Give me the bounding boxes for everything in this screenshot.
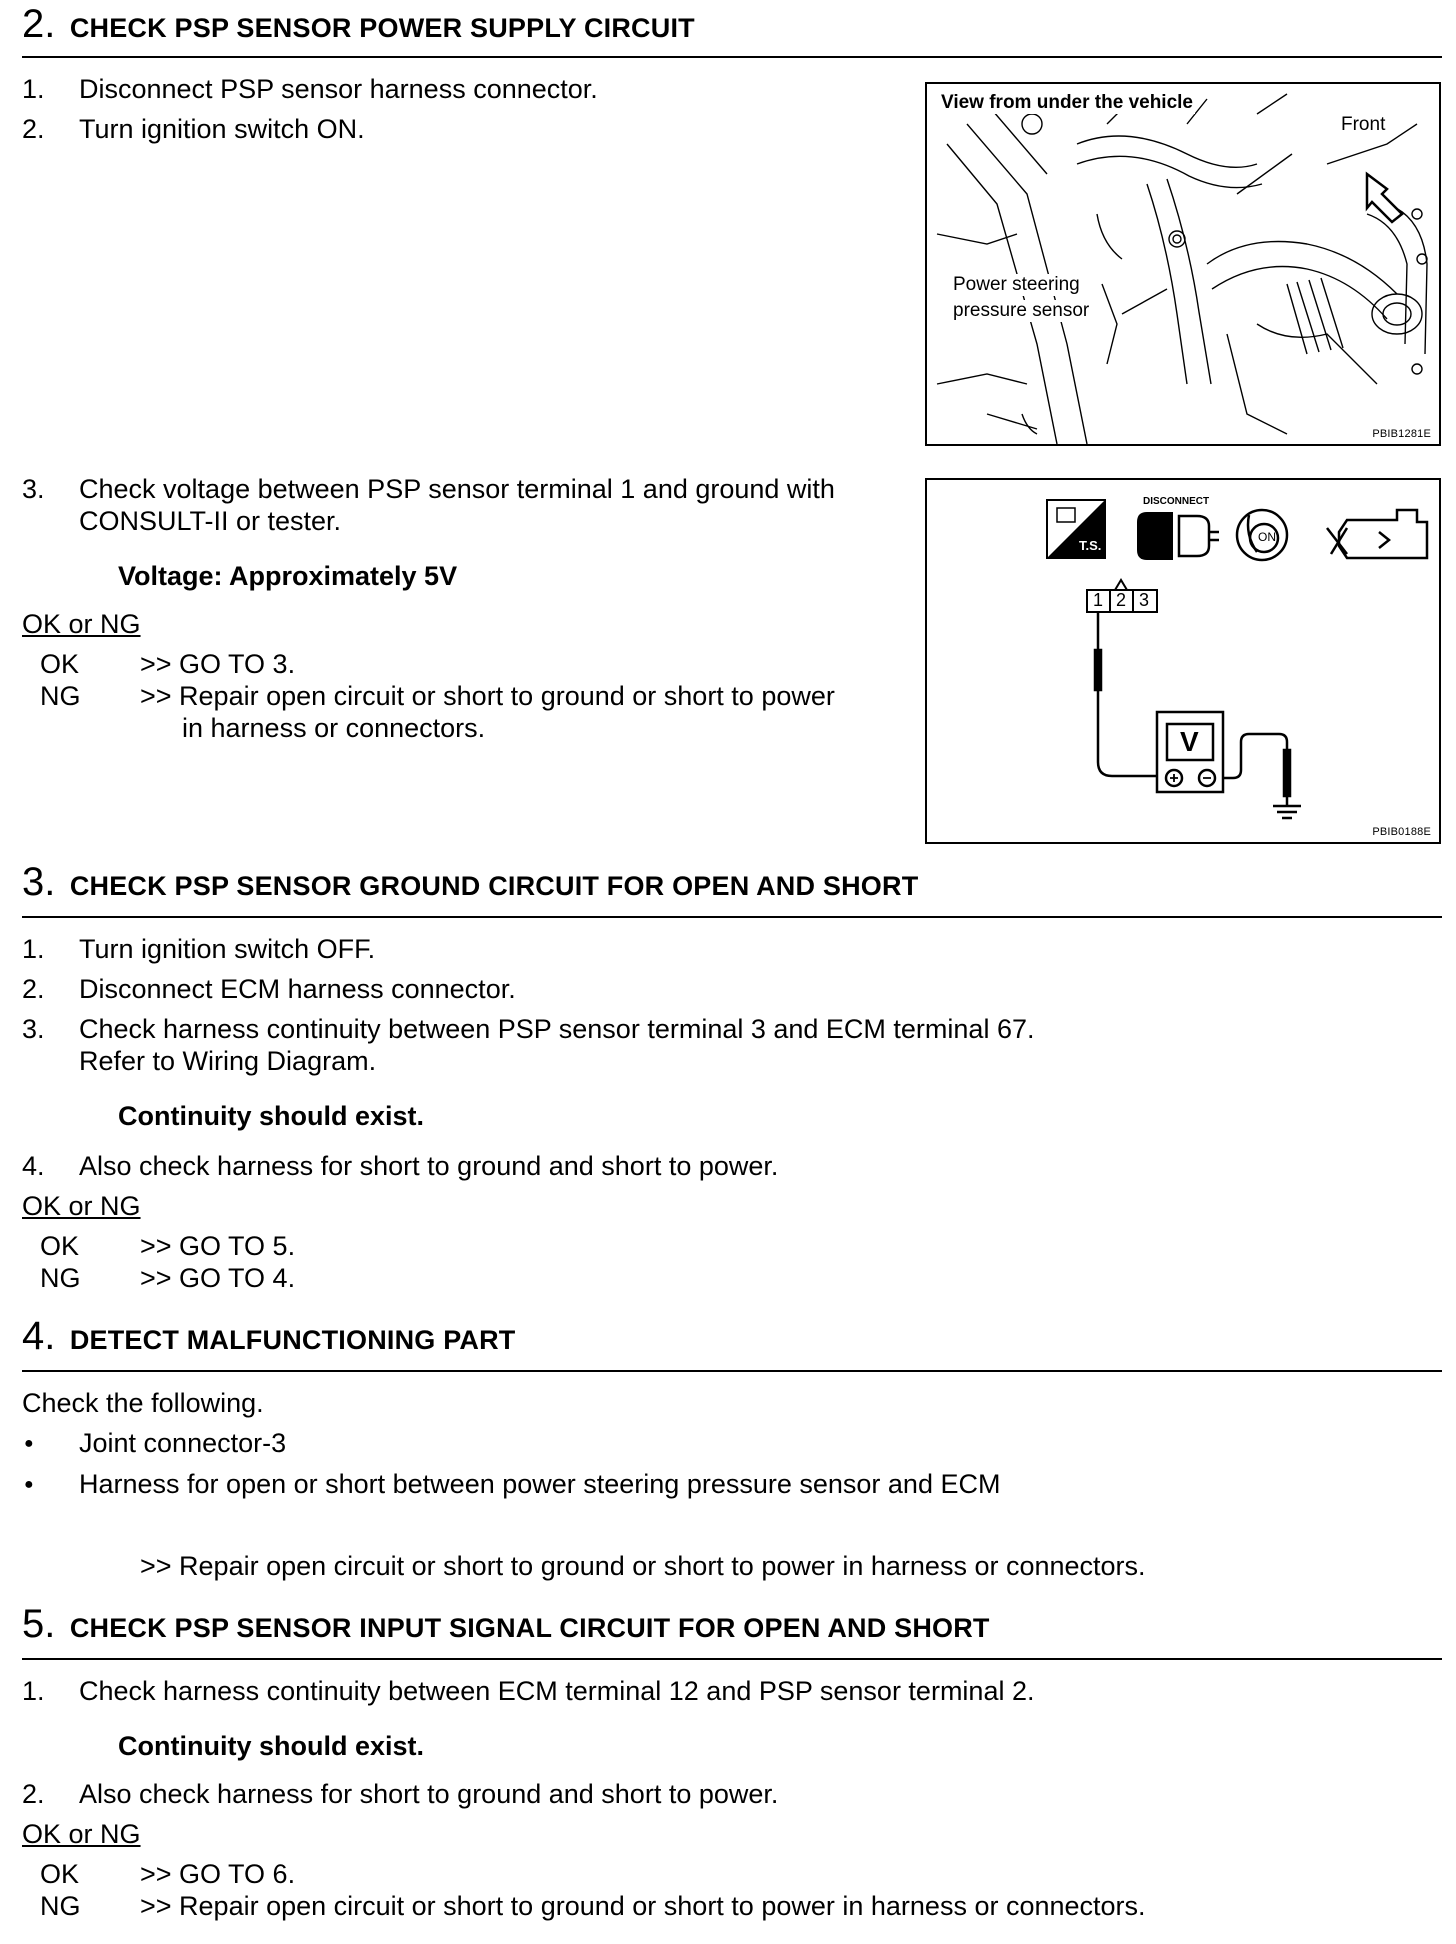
ok-ng-label: OK or NG bbox=[22, 1819, 141, 1849]
ignition-on-label: ON bbox=[1258, 530, 1276, 544]
section-3-header bbox=[22, 862, 1442, 918]
intro-text: Check the following. bbox=[22, 1388, 264, 1418]
ts-label: T.S. bbox=[1079, 538, 1102, 553]
section-number-dot: . bbox=[44, 1602, 56, 1646]
ok-label: OK bbox=[40, 1859, 80, 1889]
step-number: 1. bbox=[22, 934, 45, 964]
section-number-dot: . bbox=[44, 2, 56, 46]
section-2-header bbox=[22, 4, 1442, 58]
ng-label: NG bbox=[40, 681, 81, 711]
spec-text: Continuity should exist. bbox=[118, 1101, 425, 1131]
step-text: Also check harness for short to ground and short to power. bbox=[79, 1779, 779, 1809]
step-text: Disconnect PSP sensor harness connector. bbox=[79, 74, 598, 104]
ok-result: >> GO TO 5. bbox=[140, 1231, 296, 1261]
sensor-label: Power steering bbox=[953, 274, 1080, 295]
section-5-title: CHECK PSP SENSOR INPUT SIGNAL CIRCUIT FOR OPEN AND SHORT bbox=[69, 1613, 990, 1643]
step-number: 2. bbox=[22, 114, 45, 144]
step-text: Refer to Wiring Diagram. bbox=[79, 1046, 377, 1076]
step-text: Check harness continuity between ECM terminal 12 and PSP sensor terminal 2. bbox=[79, 1676, 1035, 1706]
result-text: >> Repair open circuit or short to ground or short to power in harness or connectors. bbox=[140, 1551, 1146, 1581]
bullet-icon: ● bbox=[24, 1476, 34, 1493]
figure-id: PBIB0188E bbox=[1372, 826, 1431, 838]
disconnect-label: DISCONNECT bbox=[1143, 496, 1210, 507]
ng-result: >> Repair open circuit or short to ground or short to power bbox=[140, 681, 835, 711]
bullet-icon: ● bbox=[24, 1435, 34, 1452]
terminal-2-label: 2 bbox=[1116, 590, 1127, 610]
section-number-dot: . bbox=[44, 1314, 56, 1358]
spec-text: Continuity should exist. bbox=[118, 1731, 425, 1761]
step-text: Disconnect ECM harness connector. bbox=[79, 974, 516, 1004]
section-5-number: 5 bbox=[22, 1602, 45, 1646]
ok-ng-label: OK or NG bbox=[22, 1191, 141, 1221]
disconnect-icon bbox=[1137, 512, 1219, 560]
section-4-number: 4 bbox=[22, 1314, 45, 1358]
section-3-title: CHECK PSP SENSOR GROUND CIRCUIT FOR OPEN AND SHORT bbox=[69, 871, 919, 901]
bullet-text: Joint connector-3 bbox=[79, 1428, 287, 1458]
voltmeter-label: V bbox=[1180, 726, 1199, 757]
step-text: Check harness continuity between PSP sensor terminal 3 and ECM terminal 67. bbox=[79, 1014, 1035, 1044]
ground-icon bbox=[1273, 806, 1301, 818]
ok-label: OK bbox=[40, 1231, 80, 1261]
section-number-dot: . bbox=[44, 860, 56, 904]
ok-ng-label: OK or NG bbox=[22, 609, 141, 639]
section-2-number: 2 bbox=[22, 2, 45, 46]
bullet-text: Harness for open or short between power steering pressure sensor and ECM bbox=[79, 1469, 1001, 1499]
step-number: 2. bbox=[22, 1779, 45, 1809]
step-text: Turn ignition switch OFF. bbox=[79, 934, 376, 964]
sensor-label: pressure sensor bbox=[953, 300, 1090, 321]
step-number: 3. bbox=[22, 474, 45, 504]
figure-caption: View from under the vehicle bbox=[941, 92, 1194, 113]
step-number: 1. bbox=[22, 1676, 45, 1706]
voltage-check-figure bbox=[925, 478, 1441, 844]
front-arrow-icon bbox=[1367, 174, 1402, 222]
ng-result: >> Repair open circuit or short to ground or short to power in harness or connectors. bbox=[140, 1891, 1146, 1921]
step-number: 4. bbox=[22, 1151, 45, 1181]
step-text: CONSULT-II or tester. bbox=[79, 506, 342, 536]
front-label: Front bbox=[1341, 114, 1386, 135]
ng-result: in harness or connectors. bbox=[182, 713, 486, 743]
section-4-title: DETECT MALFUNCTIONING PART bbox=[69, 1325, 516, 1355]
step-text: Turn ignition switch ON. bbox=[79, 114, 365, 144]
step-number: 2. bbox=[22, 974, 45, 1004]
section-5-header bbox=[22, 1604, 1442, 1660]
terminal-1-label: 1 bbox=[1093, 590, 1104, 610]
ok-result: >> GO TO 6. bbox=[140, 1859, 296, 1889]
engine-icon bbox=[1327, 510, 1427, 558]
step-number: 3. bbox=[22, 1014, 45, 1044]
section-4-header bbox=[22, 1316, 1442, 1372]
step-number: 1. bbox=[22, 74, 45, 104]
ng-label: NG bbox=[40, 1263, 81, 1293]
sensor-location-figure bbox=[925, 82, 1441, 446]
section-3-number: 3 bbox=[22, 860, 45, 904]
step-text: Check voltage between PSP sensor terminal 1 and ground with bbox=[79, 474, 835, 504]
spec-text: Voltage: Approximately 5V bbox=[118, 561, 458, 591]
ng-label: NG bbox=[40, 1891, 81, 1921]
ok-result: >> GO TO 3. bbox=[140, 649, 296, 679]
ok-label: OK bbox=[40, 649, 80, 679]
step-text: Also check harness for short to ground and short to power. bbox=[79, 1151, 779, 1181]
terminal-3-label: 3 bbox=[1139, 590, 1150, 610]
engine-bay-illustration bbox=[927, 84, 1439, 444]
figure-id: PBIB1281E bbox=[1372, 428, 1431, 440]
ng-result: >> GO TO 4. bbox=[140, 1263, 296, 1293]
section-2-title: CHECK PSP SENSOR POWER SUPPLY CIRCUIT bbox=[69, 13, 695, 43]
voltage-check-diagram bbox=[927, 480, 1439, 842]
